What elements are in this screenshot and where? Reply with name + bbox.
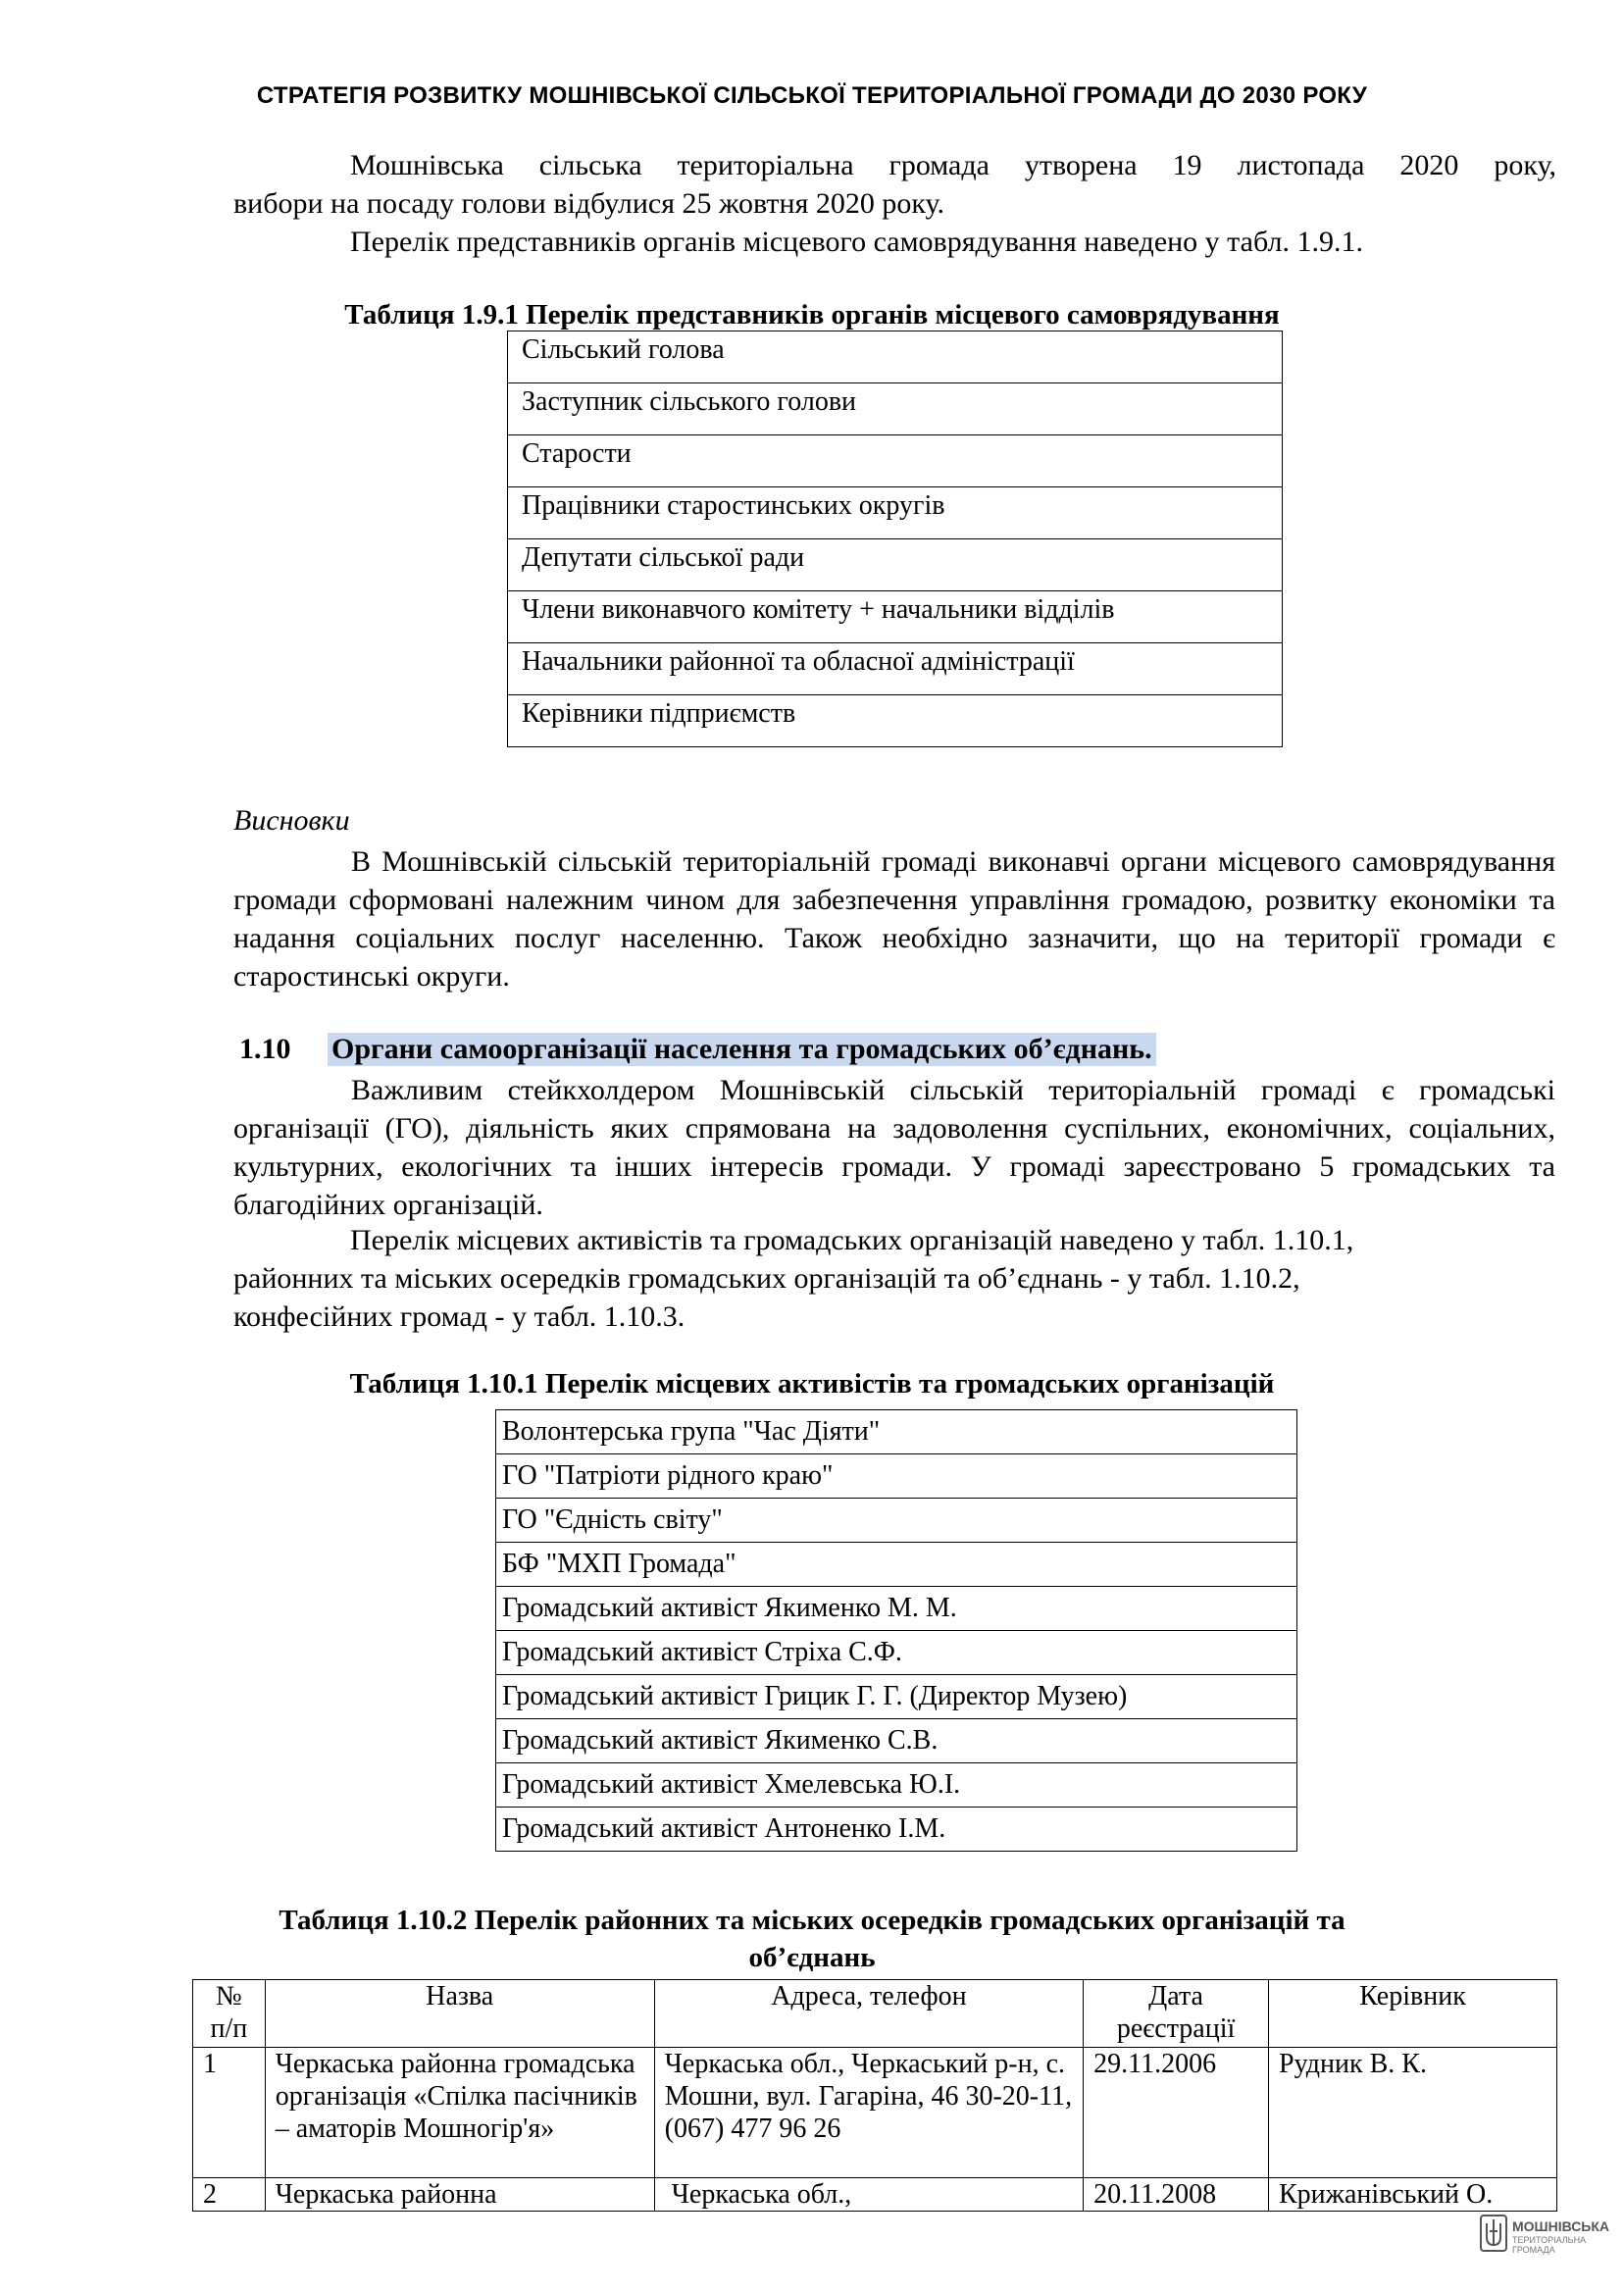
page-header: СТРАТЕГІЯ РОЗВИТКУ МОШНІВСЬКОЇ СІЛЬСЬКОЇ ТЕРИТОРІАЛЬНОЇ ГРОМАДИ ДО 2030 РОКУ	[256, 82, 1368, 109]
table-cell: Керівники підприємств	[508, 695, 1283, 747]
logo-line-1: МОШНІВСЬКА	[1512, 2218, 1610, 2234]
table-row	[496, 1808, 1297, 1852]
table-cell: 1	[193, 2048, 266, 2178]
table-1-9-1-caption: Таблиця 1.9.1 Перелік представників органів місцевого самоврядування	[344, 299, 1280, 331]
column-header-name: Назва	[265, 1980, 654, 2048]
table-1-10-1-caption: Таблиця 1.10.1 Перелік місцевих активістів та громадських організацій	[349, 1368, 1275, 1400]
table-row	[508, 643, 1283, 695]
table-cell: Черкаська районна	[265, 2178, 654, 2212]
table-cell: Громадський активіст Антоненко І.М.	[496, 1808, 1297, 1852]
table-cell: Начальники районної та обласної адміністрації	[508, 643, 1283, 695]
table-row	[193, 2178, 1557, 2212]
table-cell: Громадський активіст Якименко С.В.	[496, 1719, 1297, 1763]
column-header-address: Адреса, телефон	[654, 1980, 1083, 2048]
table-row	[496, 1499, 1297, 1543]
table-row	[496, 1454, 1297, 1499]
conclusions-text: В Мошнівській сільській територіальній громаді виконавчі органи місцевого самоврядування громади сформовані належним чином для забезпечення управління громадою, розвитку економіки та надання соціальних послуг населенню. Також необхідно зазначити, що на території громади є старостинські округи.	[233, 845, 1555, 993]
section-title: Органи самоорганізації населення та громадських об’єднань.	[328, 1033, 1156, 1066]
logo-line-3: ГРОМАДА	[1512, 2245, 1555, 2255]
table-cell: Громадський активіст Грицик Г. Г. (Директор Музею)	[496, 1675, 1297, 1719]
table-cell: Черкаська обл., Черкаський р-н, с. Мошни, вул. Гагаріна, 46 30-20-11,(067) 477 96 26	[654, 2048, 1083, 2178]
table-cell: Заступник сільського голови	[508, 383, 1283, 435]
table-1-10-1	[495, 1409, 1297, 1852]
table-cell: 20.11.2008	[1084, 2178, 1269, 2212]
section-paragraph-2-line-1: Перелік місцевих активістів та громадських організацій наведено у табл. 1.10.1,	[350, 1224, 1354, 1256]
table-row	[496, 1410, 1297, 1454]
community-logo	[1479, 2202, 1616, 2270]
table-row	[496, 1719, 1297, 1763]
table-cell: БФ "МХП Громада"	[496, 1543, 1297, 1587]
table-row	[508, 383, 1283, 435]
table-1-10-2-caption-line-1: Таблиця 1.10.2 Перелік районних та міських осередків громадських організацій та	[279, 1905, 1345, 1936]
table-cell: Черкаська обл.,	[654, 2178, 1083, 2212]
column-header-number: № п/п	[193, 1980, 266, 2048]
table-cell: Волонтерська група "Час Діяти"	[496, 1410, 1297, 1454]
table-cell: 2	[193, 2178, 266, 2212]
section-number: 1.10	[239, 1033, 291, 1065]
table-cell: Працівники старостинських округів	[508, 487, 1283, 539]
table-row	[496, 1631, 1297, 1675]
intro-line-1: Мошнівська сільська територіальна громада утворена 19 листопада 2020 року,	[350, 149, 1556, 181]
table-cell: 29.11.2006	[1084, 2048, 1269, 2178]
table-row	[508, 487, 1283, 539]
table-cell: Громадський активіст Стріха С.Ф.	[496, 1631, 1297, 1675]
table-row	[496, 1763, 1297, 1808]
table-1-10-2	[192, 1979, 1557, 2212]
table-cell: Громадський активіст Якименко М. М.	[496, 1587, 1297, 1631]
table-1-10-2-caption-line-2: об’єднань	[748, 1942, 876, 1973]
table-row	[508, 591, 1283, 643]
table-cell: Рудник В. К.	[1269, 2048, 1557, 2178]
table-row	[496, 1543, 1297, 1587]
logo-line-2: ТЕРИТОРІАЛЬНА	[1512, 2235, 1587, 2245]
section-paragraph-1: Важливим стейкхолдером Мошнівській сільській територіальній громаді є громадські організації (ГО), діяльність яких спрямована на задоволення суспільних, економічних, соціальних, культурних, екологічних та інших інтересів громади. У громаді зареєстровано 5 громадських та благодійних організацій.	[233, 1074, 1555, 1221]
column-header-head: Керівник	[1269, 1980, 1557, 2048]
conclusions-title: Висновки	[233, 804, 350, 837]
table-cell: Крижанівський О.	[1269, 2178, 1557, 2212]
table-cell: Старости	[508, 435, 1283, 487]
section-paragraph-2-line-3: конфесійних громад - у табл. 1.10.3.	[233, 1300, 685, 1333]
trident-icon	[1479, 2202, 1616, 2270]
table-row	[193, 2048, 1557, 2178]
table-row	[496, 1675, 1297, 1719]
table-header-row	[193, 1980, 1557, 2048]
table-row	[496, 1587, 1297, 1631]
table-1-9-1	[507, 331, 1283, 747]
table-row	[508, 435, 1283, 487]
table-cell: Члени виконавчого комітету + начальники відділів	[508, 591, 1283, 643]
table-cell: Громадський активіст Хмелевська Ю.І.	[496, 1763, 1297, 1808]
table-cell: ГО "Єдність світу"	[496, 1499, 1297, 1543]
table-row	[508, 331, 1283, 383]
intro-line-3: Перелік представників органів місцевого самоврядування наведено у табл. 1.9.1.	[350, 226, 1363, 258]
table-cell: Депутати сільської ради	[508, 539, 1283, 591]
table-cell: Сільський голова	[508, 331, 1283, 383]
table-row	[508, 695, 1283, 747]
column-header-date: Дата реєстрації	[1084, 1980, 1269, 2048]
section-paragraph-2-line-2: районних та міських осередків громадських організацій та об’єднань - у табл. 1.10.2,	[233, 1262, 1300, 1295]
table-cell: Черкаська районна громадська організація «Спілка пасічників – аматорів Мошногір'я»	[265, 2048, 654, 2178]
table-cell: ГО "Патріоти рідного краю"	[496, 1454, 1297, 1499]
intro-line-2: вибори на посаду голови відбулися 25 жовтня 2020 року.	[233, 187, 945, 220]
table-row	[508, 539, 1283, 591]
